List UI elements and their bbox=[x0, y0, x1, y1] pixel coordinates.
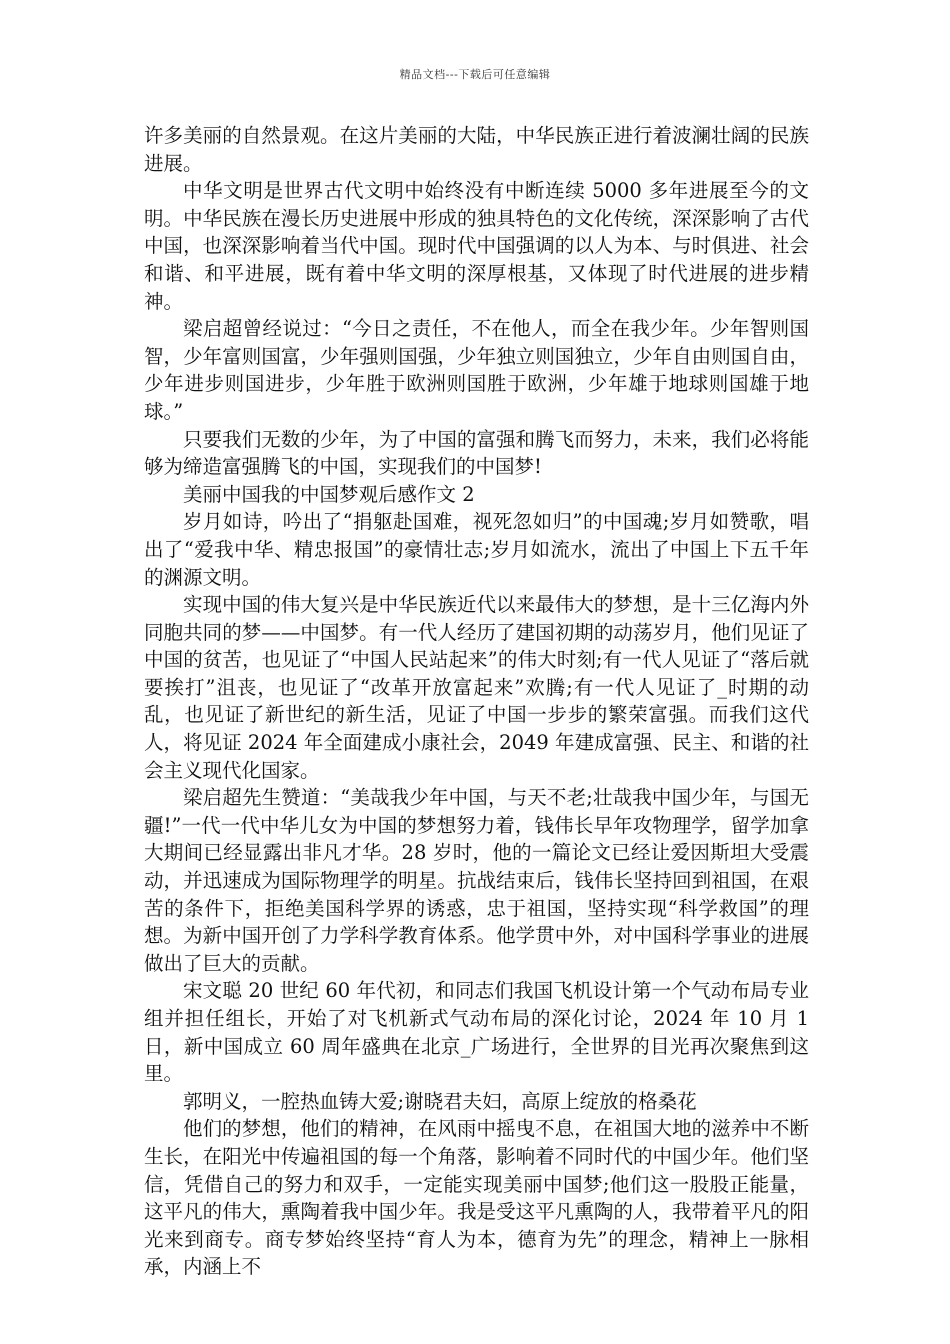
paragraph: 梁启超曾经说过：“今日之责任，不在他人，而全在我少年。少年智则国智，少年富则国富，少年强则国强，少年独立则国独立，少年自由则国自由，少年进步则国进步，少年胜于欧洲则国胜于欧洲，少年雄于地球则国雄于地球。” bbox=[144, 317, 809, 423]
paragraph: 中华文明是世界古代文明中始终没有中断连续 5000 多年进展至今的文明。中华民族在漫长历史进展中形成的独具特色的文化传统，深深影响了古代中国，也深深影响着当代中国。现时代中国强调的以人为本、与时俱进、社会和谐、和平进展，既有着中华文明的深厚根基，又体现了时代进展的进步精神。 bbox=[144, 179, 809, 313]
page-header: 精品文档---下载后可任意编辑 bbox=[399, 68, 551, 81]
paragraph-continuation: 许多美丽的自然景观。在这片美丽的大陆，中华民族正进行着波澜壮阔的民族进展。 bbox=[144, 124, 809, 175]
section-title: 美丽中国我的中国梦观后感作文 2 bbox=[183, 482, 475, 506]
paragraph: 梁启超先生赞道：“美哉我少年中国，与天不老;壮哉我中国少年，与国无疆!”一代一代中华儿女为中国的梦想努力着，钱伟长早年攻物理学，留学加拿大期间已经显露出非凡才华。28 岁时，他的一篇论文已经让爱因斯坦大受震动，并迅速成为国际物理学的明星。抗战结束后，钱伟长坚持回到祖国，在艰苦的条件下，拒绝美国科学界的诱惑，忠于祖国，坚持实现“科学救国”的理想。为新中国开创了力学科学教育体系。他学贯中外，对中国科学事业的进展做出了巨大的贡献。 bbox=[144, 786, 809, 975]
paragraph: 郭明义，一腔热血铸大爱;谢晓君夫妇，高原上绽放的格桑花 bbox=[183, 1089, 697, 1113]
paragraph: 只要我们无数的少年，为了中国的富强和腾飞而努力，未来，我们必将能够为缔造富强腾飞的中国，实现我们的中国梦! bbox=[144, 427, 809, 479]
paragraph: 宋文聪 20 世纪 60 年代初，和同志们我国飞机设计第一个气动布局专业组并担任组长，开始了对飞机新式气动布局的深化讨论，2024 年 10 月 1 日，新中国成立 60 周年盛典在北京_广场进行，全世界的目光再次聚焦到这里。 bbox=[144, 979, 809, 1086]
paragraph: 岁月如诗，吟出了“捐躯赴国难，视死忽如归”的中国魂;岁月如赞歌，唱出了“爱我中华、精忠报国”的豪情壮志;岁月如流水，流出了中国上下五千年的渊源文明。 bbox=[144, 510, 809, 589]
paragraph: 他们的梦想，他们的精神，在风雨中摇曳不息，在祖国大地的滋养中不断生长，在阳光中传遍祖国的每一个角落，影响着不同时代的中国少年。他们坚信，凭借自己的努力和双手，一定能实现美丽中国梦;他们这一股股正能量，这平凡的伟大，熏陶着我中国少年。我是受这平凡熏陶的人，我带着平凡的阳光来到商专。商专梦始终坚持“育人为本，德育为先”的理念，精神上一脉相承，内涵上不 bbox=[144, 1117, 809, 1279]
document-body bbox=[144, 122, 809, 1281]
paragraph: 实现中国的伟大复兴是中华民族近代以来最伟大的梦想，是十三亿海内外同胞共同的梦——中国梦。有一代人经历了建国初期的动荡岁月，他们见证了中国的贫苦，也见证了“中国人民站起来”的伟大时刻;有一代人见证了“落后就要挨打”沮丧，也见证了“改革开放富起来”欢腾;有一代人见证了_时期的动乱，也见证了新世纪的新生活，见证了中国一步步的繁荣富强。而我们这代人，将见证 2024 年全面建成小康社会，2049 年建成富强、民主、和谐的社会主义现代化国家。 bbox=[144, 593, 809, 782]
